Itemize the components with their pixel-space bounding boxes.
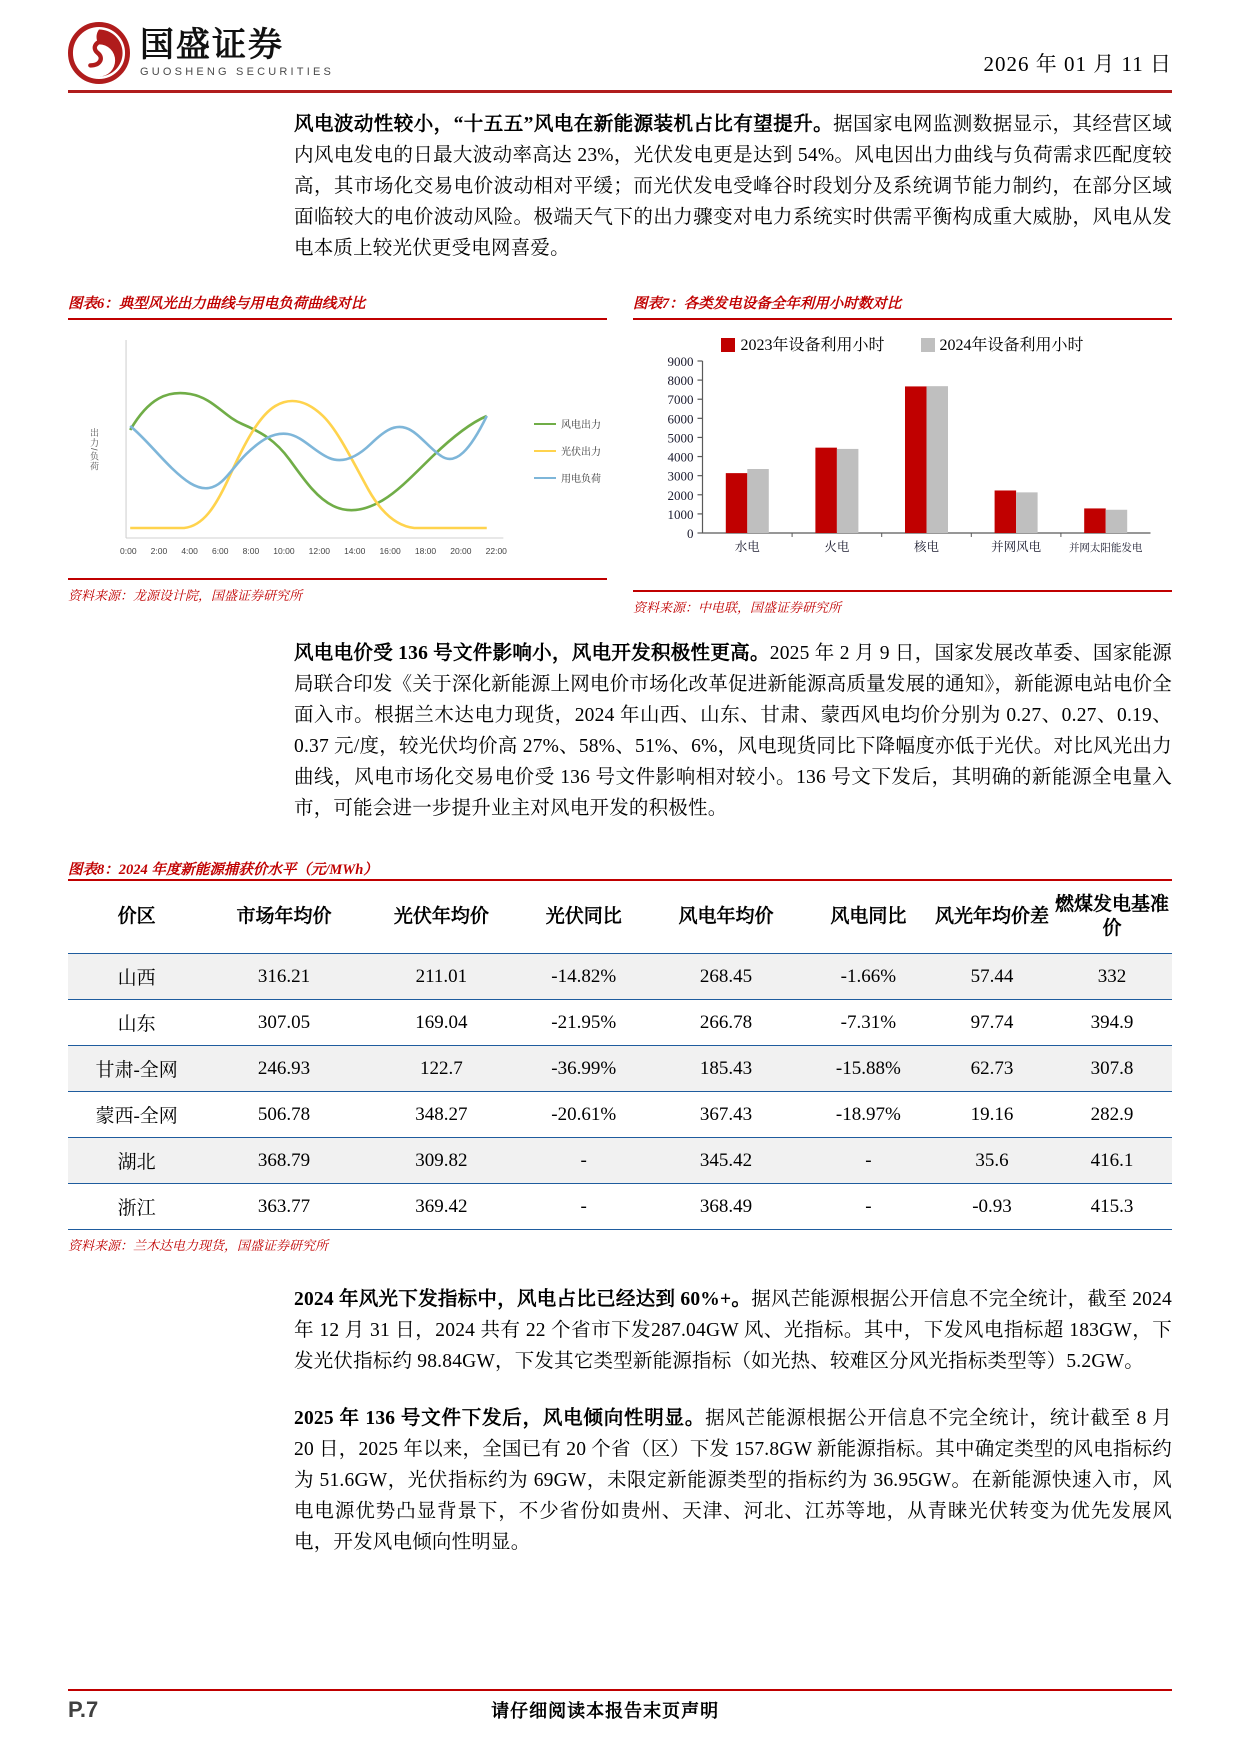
legend-label-load: 用电负荷 xyxy=(561,474,601,485)
table-row xyxy=(68,1046,1172,1092)
paragraph-3-lead: 2024 年风光下发指标中，风电占比已经达到 60%+。 xyxy=(294,1289,752,1310)
paragraph-4 xyxy=(294,1403,1172,1558)
x-category-核电: 核电 xyxy=(913,540,940,554)
table-cell: 309.82 xyxy=(363,1138,520,1184)
legend-label-2024: 2024年设备利用小时 xyxy=(939,337,1084,354)
table-cell: -0.93 xyxy=(932,1184,1052,1230)
table-cell-region: 湖北 xyxy=(68,1138,205,1184)
table-cell-region: 山西 xyxy=(68,954,205,1000)
table-cell: 122.7 xyxy=(363,1046,520,1092)
paragraph-3-body: 据风芒能源根据公开信息不完全统计，截至 2024 年 12 月 31 日，2024 共有 22 个省市下发287.04GW 风、光指标。其中，下发风电指标超 183GW，下发光伏指标约 98.84GW，下发其它类型新能源指标（如光热、较难区分风光指标类型等）5.2GW。 xyxy=(294,1289,1172,1372)
figure-row-6-7 xyxy=(68,292,1172,616)
table-row xyxy=(68,1138,1172,1184)
table-cell: - xyxy=(805,1184,932,1230)
x-category-火电: 火电 xyxy=(824,540,850,554)
bar-并网太阳能发电-2023年设备利用小时 xyxy=(1084,508,1106,533)
x-tick-3: 6:00 xyxy=(211,546,229,556)
x-tick-6: 12:00 xyxy=(308,546,330,556)
table-cell-region: 山东 xyxy=(68,1000,205,1046)
legend-swatch-2023-icon xyxy=(721,338,735,352)
table-cell: 169.04 xyxy=(363,1000,520,1046)
legend-swatch-2024-icon xyxy=(921,338,935,352)
figure-6-x-ticks xyxy=(68,546,607,556)
table-cell: 246.93 xyxy=(205,1046,362,1092)
table-cell-region: 蒙西-全网 xyxy=(68,1092,205,1138)
table-cell: 268.45 xyxy=(647,954,804,1000)
brand-name-en: GUOSHENG SECURITIES xyxy=(140,66,335,79)
legend-label-wind: 风电出力 xyxy=(561,420,601,431)
legend-label-solar: 光伏出力 xyxy=(561,447,601,458)
table-cell: 35.6 xyxy=(932,1138,1052,1184)
figure-7-source: 资料来源：中电联，国盛证券研究所 xyxy=(633,600,842,615)
bar-核电-2024年设备利用小时 xyxy=(927,386,949,533)
x-category-水电: 水电 xyxy=(734,540,760,554)
paragraph-1 xyxy=(294,109,1172,264)
figure-7-body xyxy=(633,332,1172,590)
table-cell: 266.78 xyxy=(647,1000,804,1046)
figure-7-rule-top xyxy=(633,318,1172,320)
paragraph-1-body: 据国家电网监测数据显示，其经营区域内风电发电的日最大波动率高达 23%，光伏发电更是达到 54%。风电因出力曲线与负荷需求匹配度较高，其市场化交易电价波动相对平缓；而光伏发电受峰谷时段划分及系统调节能力制约，在部分区域面临较大的电价波动风险。极端天气下的出力骤变对电力系统实时供需平衡构成重大威胁，风电从发电本质上较光伏更受电网喜爱。 xyxy=(294,114,1172,259)
x-tick-0: 0:00 xyxy=(120,546,137,556)
table-cell: -14.82% xyxy=(520,954,647,1000)
paragraph-4-block xyxy=(294,1403,1172,1558)
y-tick-3000: 3000 xyxy=(667,468,694,484)
bar-并网风电-2024年设备利用小时 xyxy=(1016,492,1038,533)
x-tick-2: 4:00 xyxy=(181,546,198,556)
table-cell: 282.9 xyxy=(1052,1092,1172,1138)
figure-7 xyxy=(633,292,1172,616)
table-col-header-7: 燃煤发电基准价 xyxy=(1052,880,1172,954)
capture-price-table xyxy=(68,879,1172,1230)
paragraph-2-block xyxy=(294,638,1172,824)
table-cell: 332 xyxy=(1052,954,1172,1000)
table-row xyxy=(68,1092,1172,1138)
legend-swatch-wind-icon xyxy=(534,423,556,425)
x-tick-9: 18:00 xyxy=(414,546,437,556)
paragraph-2 xyxy=(294,638,1172,824)
x-tick-10: 20:00 xyxy=(450,546,472,556)
legend-item-load xyxy=(534,470,601,485)
page-header xyxy=(68,0,1172,84)
table-cell: 368.49 xyxy=(647,1184,804,1230)
x-category-并网风电: 并网风电 xyxy=(991,540,1042,554)
figure-6-caption: 图表6：典型风光出力曲线与用电负荷曲线对比 xyxy=(68,296,366,312)
table-cell: 394.9 xyxy=(1052,1000,1172,1046)
legend-item-wind xyxy=(534,416,601,431)
bar-火电-2023年设备利用小时 xyxy=(815,448,837,533)
figure-7-bar-chart xyxy=(633,355,1172,567)
table-head xyxy=(68,880,1172,954)
figure-6-line-chart xyxy=(68,320,607,578)
legend-label-2023: 2023年设备利用小时 xyxy=(740,337,885,354)
figure-6-body xyxy=(68,320,607,578)
figure-7-rule-bottom xyxy=(633,590,1172,592)
legend-item-2023 xyxy=(721,332,884,355)
table-col-header-0: 价区 xyxy=(68,880,205,954)
table-cell: 367.43 xyxy=(647,1092,804,1138)
paragraph-1-block xyxy=(294,109,1172,264)
table-col-header-1: 市场年均价 xyxy=(205,880,362,954)
table-cell: - xyxy=(520,1184,647,1230)
table-cell: 57.44 xyxy=(932,954,1052,1000)
table-cell: -21.95% xyxy=(520,1000,647,1046)
report-date: 2026 年 01 月 11 日 xyxy=(983,52,1172,76)
table-cell: -20.61% xyxy=(520,1092,647,1138)
table-cell-region: 浙江 xyxy=(68,1184,205,1230)
table-cell: 506.78 xyxy=(205,1092,362,1138)
bar-火电-2024年设备利用小时 xyxy=(837,449,859,533)
legend-swatch-load-icon xyxy=(534,477,556,479)
y-tick-9000: 9000 xyxy=(667,355,694,369)
figure-6-y-axis-label: 出力/负荷 xyxy=(89,428,99,472)
footer-disclaimer: 请仔细阅读本报告末页声明 xyxy=(491,1701,720,1721)
header-divider xyxy=(68,90,1172,93)
bar-并网太阳能发电-2024年设备利用小时 xyxy=(1106,510,1128,533)
page-footer xyxy=(68,1689,1172,1723)
table-cell: - xyxy=(520,1138,647,1184)
y-tick-2000: 2000 xyxy=(667,487,694,503)
figure-8 xyxy=(68,858,1172,1254)
table-cell: -1.66% xyxy=(805,954,932,1000)
table-col-header-3: 光伏同比 xyxy=(520,880,647,954)
paragraph-4-body: 据风芒能源根据公开信息不完全统计，统计截至 8 月 20 日，2025 年以来，全国已有 20 个省（区）下发 157.8GW 新能源指标。其中确定类型的风电指标约为 51.6GW，光伏指标约为 69GW，未限定新能源类型的指标约为 36.95GW。在新能源快速入市，风电电源优势凸显背景下，不少省份如贵州、天津、河北、江苏等地，从青睐光伏转变为优先发展风电，开发风电倾向性明显。 xyxy=(294,1408,1172,1553)
figure-8-source: 资料来源：兰木达电力现货，国盛证券研究所 xyxy=(68,1238,329,1253)
paragraph-3-block xyxy=(294,1284,1172,1377)
table-cell: 345.42 xyxy=(647,1138,804,1184)
guosheng-logo-icon xyxy=(68,22,130,84)
table-cell: 307.8 xyxy=(1052,1046,1172,1092)
table-cell: -7.31% xyxy=(805,1000,932,1046)
bar-水电-2023年设备利用小时 xyxy=(726,473,748,533)
table-cell: -18.97% xyxy=(805,1092,932,1138)
figure-7-caption: 图表7：各类发电设备全年利用小时数对比 xyxy=(633,296,902,312)
y-tick-7000: 7000 xyxy=(667,392,694,408)
table-cell: 97.74 xyxy=(932,1000,1052,1046)
x-category-并网太阳能发电: 并网太阳能发电 xyxy=(1068,543,1143,554)
legend-item-solar xyxy=(534,443,601,458)
brand-name-cn: 国盛证券 xyxy=(140,25,284,64)
brand-logo xyxy=(68,22,334,84)
table-col-header-6: 风光年均价差 xyxy=(932,880,1052,954)
table-cell: 185.43 xyxy=(647,1046,804,1092)
x-tick-5: 10:00 xyxy=(273,546,295,556)
x-tick-1: 2:00 xyxy=(150,546,168,556)
legend-swatch-solar-icon xyxy=(534,450,556,452)
table-cell: 316.21 xyxy=(205,954,362,1000)
page-number: P.7 xyxy=(68,1697,99,1722)
table-cell-region: 甘肃-全网 xyxy=(68,1046,205,1092)
x-tick-11: 22:00 xyxy=(485,546,507,556)
paragraph-4-lead: 2025 年 136 号文件下发后，风电倾向性明显。 xyxy=(294,1408,706,1429)
y-tick-0: 0 xyxy=(687,526,694,541)
bar-核电-2023年设备利用小时 xyxy=(905,386,927,533)
table-col-header-2: 光伏年均价 xyxy=(363,880,520,954)
figure-6-legend xyxy=(534,416,601,497)
paragraph-1-lead: 风电波动性较小，“十五五”风电在新能源装机占比有望提升。 xyxy=(294,114,834,135)
table-row xyxy=(68,954,1172,1000)
figure-8-caption: 图表8：2024 年度新能源捕获价水平（元/MWh） xyxy=(68,862,378,878)
table-col-header-4: 风电年均价 xyxy=(647,880,804,954)
table-cell: -36.99% xyxy=(520,1046,647,1092)
table-body xyxy=(68,954,1172,1230)
table-cell: -15.88% xyxy=(805,1046,932,1092)
table-cell: 368.79 xyxy=(205,1138,362,1184)
x-tick-7: 14:00 xyxy=(344,546,366,556)
footer-divider xyxy=(68,1689,1172,1691)
table-cell: 211.01 xyxy=(363,954,520,1000)
figure-6 xyxy=(68,292,607,616)
table-cell: 415.3 xyxy=(1052,1184,1172,1230)
x-tick-4: 8:00 xyxy=(242,546,260,556)
table-row xyxy=(68,1000,1172,1046)
table-cell: 348.27 xyxy=(363,1092,520,1138)
y-tick-1000: 1000 xyxy=(667,506,694,522)
table-cell: 62.73 xyxy=(932,1046,1052,1092)
paragraph-2-body: 2025 年 2 月 9 日，国家发展改革委、国家能源局联合印发《关于深化新能源上网电价市场化改革促进新能源高质量发展的通知》，新能源电站电价全面入市。根据兰木达电力现货，2024 年山西、山东、甘肃、蒙西风电均价分别为 0.27、0.27、0.19、0.37 元/度，较光伏均价高 27%、58%、51%、6%，风电现货同比下降幅度亦低于光伏。对比风光出力曲线，风电市场化交易电价受 136 号文件影响相对较小。136 号文下发后，其明确的新能源全电量入市，可能会进一步提升业主对风电开发的积极性。 xyxy=(294,643,1173,819)
table-header-row xyxy=(68,880,1172,954)
y-tick-5000: 5000 xyxy=(667,430,694,446)
table-cell: 416.1 xyxy=(1052,1138,1172,1184)
table-row xyxy=(68,1184,1172,1230)
table-cell: - xyxy=(805,1138,932,1184)
paragraph-2-lead: 风电电价受 136 号文件影响小，风电开发积极性更高。 xyxy=(294,643,770,664)
table-cell: 19.16 xyxy=(932,1092,1052,1138)
y-tick-8000: 8000 xyxy=(667,373,694,389)
legend-item-2024 xyxy=(921,332,1084,355)
x-tick-8: 16:00 xyxy=(379,546,401,556)
y-tick-6000: 6000 xyxy=(667,411,694,427)
y-tick-4000: 4000 xyxy=(667,449,694,465)
paragraph-3 xyxy=(294,1284,1172,1377)
figure-6-source: 资料来源：龙源设计院，国盛证券研究所 xyxy=(68,588,303,603)
table-cell: 307.05 xyxy=(205,1000,362,1046)
bar-并网风电-2023年设备利用小时 xyxy=(995,490,1017,533)
figure-6-rule-bottom xyxy=(68,578,607,580)
table-cell: 363.77 xyxy=(205,1184,362,1230)
table-cell: 369.42 xyxy=(363,1184,520,1230)
figure-7-legend xyxy=(633,332,1172,355)
bar-水电-2024年设备利用小时 xyxy=(747,469,769,533)
table-col-header-5: 风电同比 xyxy=(805,880,932,954)
